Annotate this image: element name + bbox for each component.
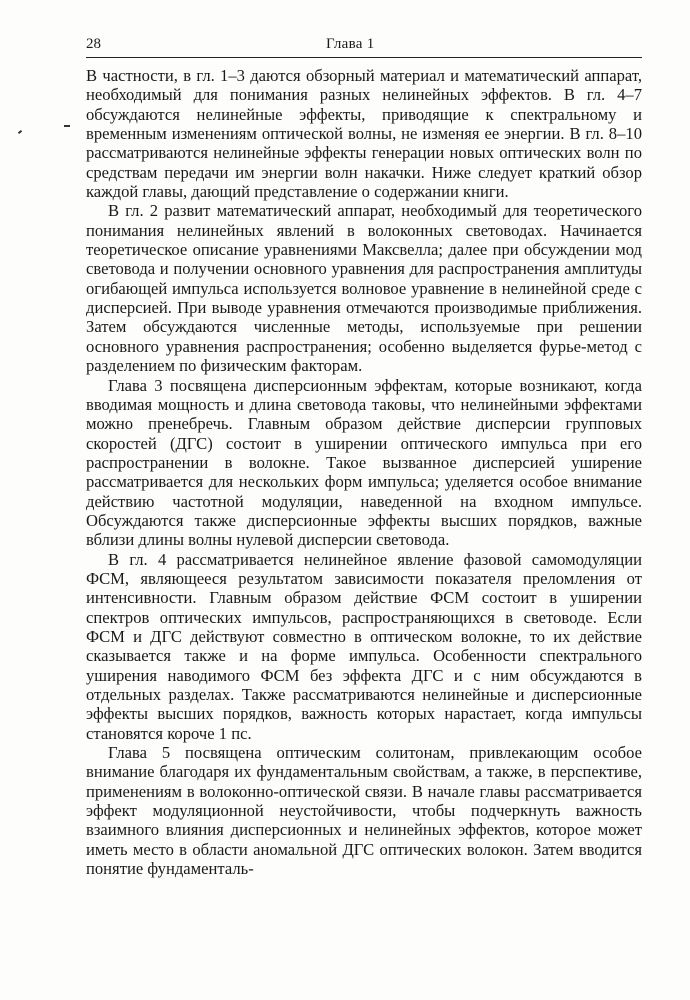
margin-mark [64,125,70,127]
paragraph-chapter-4: В гл. 4 рассматривается нелинейное явление фазовой самомодуляции ФСМ, являющееся результатом зависимости показателя преломления от интенсивности. Главным образом действие ФСМ состоит в уширении спектров оптических импульсов, распространяющихся в световоде. Если ФСМ и ДГС действуют совместно в оптическом волокне, то их действие сказывается также и на форме импульса. Особенности спектрального уширения наводимого ФСМ без эффекта ДГС и с ним обсуждаются в отдельных разделах. Также рассматриваются нелинейные и дисперсионные эффекты высших порядков, важность которых нарастает, когда импульсы становятся короче 1 пс. [86,549,642,743]
header-rule [86,57,642,58]
body-text [86,66,642,878]
page-number: 28 [86,36,101,52]
paragraph-chapter-2: В гл. 2 развит математический аппарат, необходимый для теоретического понимания нелинейных явлений в волоконных световодах. Начинается теоретическое описание уравнениями Максвелла; далее при обсуждении мод световода и получении основного уравнения для распространения амплитуды огибающей импульса используется волновое уравнение в нелинейной среде с дисперсией. При выводе уравнения отмечаются производимые приближения. Затем обсуждаются численные методы, используемые при решении основного уравнения распространения; особенно выделяется фурье-метод с разделением по физическим факторам. [86,201,642,376]
paragraph-chapter-5: Глава 5 посвящена оптическим солитонам, привлекающим особое внимание благодаря их фундаментальным свойствам, а также, в перспективе, применениям в волоконно-оптической связи. В начале главы рассматривается эффект модуляционной неустойчивости, чтобы подчеркнуть важность взаимного влияния дисперсионных и нелинейных эффектов, которое может иметь место в области аномальной ДГС оптических волокон. Затем вводится понятие фундаменталь- [86,743,642,879]
running-header [86,34,642,56]
paragraph-chapter-3: Глава 3 посвящена дисперсионным эффектам, которые возникают, когда вводимая мощность и длина световода таковы, что нелинейными эффектами можно пренебречь. Главным образом действие дисперсии групповых скоростей (ДГС) состоит в уширении оптического импульса при его распространении в волокне. Такое вызванное дисперсией уширение рассматривается для нескольких форм импульса; уделяется особое внимание действию частотной модуляции, наведенной на входном импульсе. Обсуждаются также дисперсионные эффекты высших порядков, важные вблизи длины волны нулевой дисперсии световода. [86,375,642,550]
margin-mark [18,130,22,134]
chapter-title: Глава 1 [326,36,375,52]
paragraph-overview: В частности, в гл. 1–3 даются обзорный материал и математический аппарат, необходимый для понимания разных нелинейных эффектов. В гл. 4–7 обсуждаются нелинейные эффекты, приводящие к спектральному и временным изменениям оптической волны, не изменяя ее энергии. В гл. 8–10 рассматриваются нелинейные эффекты генерации новых оптических волн по средствам передачи им энергии волн накачки. Ниже следует краткий обзор каждой главы, дающий представление о содержании книги. [86,66,642,202]
